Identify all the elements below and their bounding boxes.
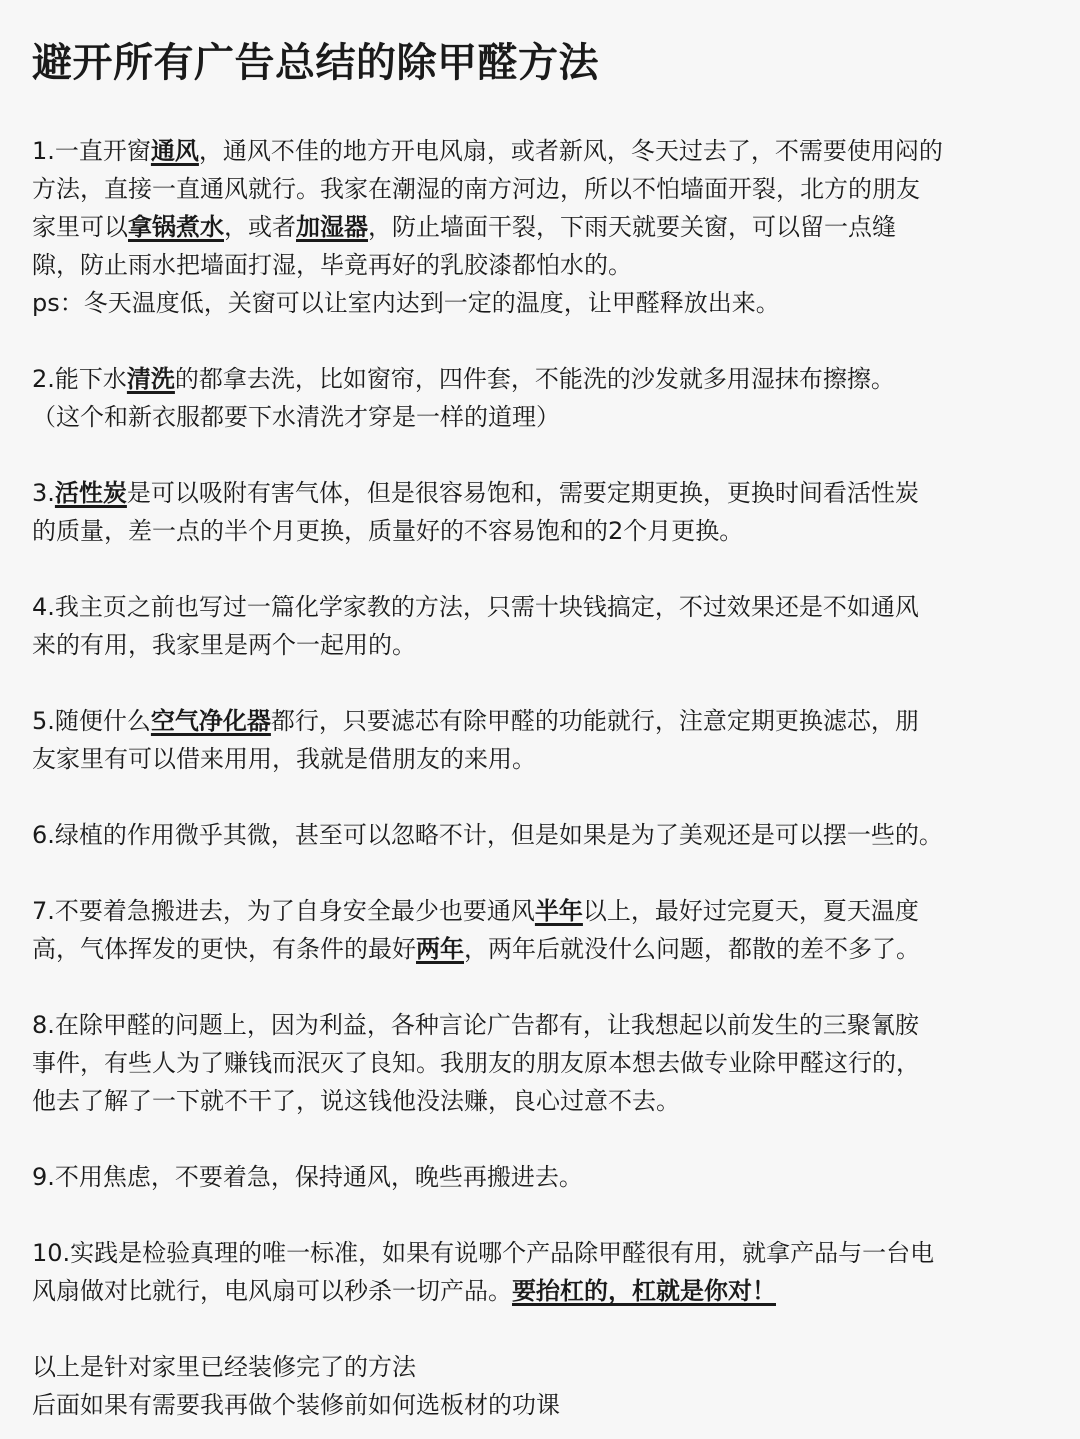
- text-line: [32, 284, 1062, 322]
- paragraph-3: [32, 474, 1062, 550]
- page-title: 避开所有广告总结的除甲醛方法: [32, 40, 599, 86]
- text-line: [32, 512, 1062, 550]
- text-segment: 事件，有些人为了赚钱而泯灭了良知。我朋友的朋友原本想去做专业除甲醛这行的，: [32, 1049, 920, 1077]
- text-segment: 4.我主页之前也写过一篇化学家教的方法，只需十块钱搞定，不过效果还是不如通风: [32, 593, 919, 621]
- text-line: [32, 246, 1062, 284]
- text-line: [32, 930, 1062, 968]
- text-segment: ，防止墙面干裂，下雨天就要关窗，可以留一点缝: [368, 213, 896, 241]
- text-segment: 8.在除甲醛的问题上，因为利益，各种言论广告都有，让我想起以前发生的三聚氰胺: [32, 1011, 919, 1039]
- text-segment: 的都拿去洗，比如窗帘，四件套，不能洗的沙发就多用湿抹布擦擦。: [174, 365, 895, 393]
- text-segment: 来的有用，我家里是两个一起用的。: [32, 631, 416, 659]
- text-segment: 方法，直接一直通风就行。我家在潮湿的南方河边，所以不怕墙面开裂，北方的朋友: [32, 175, 920, 203]
- highlighted-keyword: 两年: [416, 935, 464, 963]
- text-segment: ，两年后就没什么问题，都散的差不多了。: [464, 935, 920, 963]
- highlighted-keyword: 活性炭: [54, 479, 127, 507]
- article-body: [32, 132, 1060, 1424]
- text-segment: 家里可以: [32, 213, 128, 241]
- highlighted-keyword: 半年: [534, 897, 583, 925]
- text-segment: 1.一直开窗: [32, 137, 151, 165]
- highlighted-keyword: 拿锅煮水: [128, 213, 224, 241]
- text-segment: 他去了解了一下就不干了，说这钱他没法赚，良心过意不去。: [32, 1087, 680, 1115]
- text-line: [32, 360, 1062, 398]
- highlighted-keyword: 要抬杠的，杠就是你对！: [512, 1277, 776, 1305]
- text-segment: 后面如果有需要我再做个装修前如何选板材的功课: [32, 1391, 560, 1419]
- text-line: [32, 398, 1062, 436]
- paragraph-11: [32, 1348, 1062, 1424]
- text-segment: 6.绿植的作用微乎其微，甚至可以忽略不计，但是如果是为了美观还是可以摆一些的。: [32, 821, 943, 849]
- text-segment: 友家里有可以借来用用，我就是借朋友的来用。: [32, 745, 536, 773]
- text-line: [32, 1234, 1062, 1272]
- paragraph-9: [32, 1158, 1062, 1196]
- text-segment: 都行，只要滤芯有除甲醛的功能就行，注意定期更换滤芯，朋: [270, 707, 919, 735]
- text-segment: 以上，最好过完夏天，夏天温度: [582, 897, 919, 925]
- text-segment: 3.: [32, 479, 55, 507]
- paragraph-5: [32, 702, 1062, 778]
- text-segment: 5.随便什么: [32, 707, 151, 735]
- text-segment: 以上是针对家里已经装修完了的方法: [32, 1353, 416, 1381]
- text-segment: 2.能下水: [32, 365, 127, 393]
- text-line: [32, 1158, 1062, 1196]
- text-segment: 9.不用焦虑，不要着急，保持通风，晚些再搬进去。: [32, 1163, 583, 1191]
- text-segment: 隙，防止雨水把墙面打湿，毕竟再好的乳胶漆都怕水的。: [32, 251, 632, 279]
- text-segment: 高，气体挥发的更快，有条件的最好: [32, 935, 416, 963]
- text-line: [32, 816, 1062, 854]
- text-segment: 的质量，差一点的半个月更换，质量好的不容易饱和的2个月更换。: [32, 517, 744, 545]
- text-segment: ps：冬天温度低，关窗可以让室内达到一定的温度，让甲醛释放出来。: [32, 289, 780, 317]
- text-line: [32, 1348, 1062, 1386]
- highlighted-keyword: 清洗: [126, 365, 175, 393]
- text-segment: 7.不要着急搬进去，为了自身安全最少也要通风: [32, 897, 535, 925]
- text-line: [32, 208, 1062, 246]
- paragraph-8: [32, 1006, 1062, 1120]
- text-line: [32, 1386, 1062, 1424]
- text-segment: ，通风不佳的地方开电风扇，或者新风，冬天过去了，不需要使用闷的: [198, 137, 943, 165]
- text-line: [32, 1006, 1062, 1044]
- text-line: [32, 170, 1062, 208]
- highlighted-keyword: 通风: [150, 137, 199, 165]
- paragraph-10: [32, 1234, 1062, 1310]
- text-line: [32, 740, 1062, 778]
- text-line: [32, 132, 1062, 170]
- text-segment: 是可以吸附有害气体，但是很容易饱和，需要定期更换，更换时间看活性炭: [126, 479, 919, 507]
- highlighted-keyword: 加湿器: [296, 213, 368, 241]
- text-segment: 风扇做对比就行，电风扇可以秒杀一切产品。: [32, 1277, 512, 1305]
- text-segment: ，或者: [224, 213, 296, 241]
- text-line: [32, 588, 1062, 626]
- text-segment: 10.实践是检验真理的唯一标准，如果有说哪个产品除甲醛很有用，就拿产品与一台电: [32, 1239, 935, 1267]
- highlighted-keyword: 空气净化器: [150, 707, 271, 735]
- text-line: [32, 1272, 1062, 1310]
- text-line: [32, 892, 1062, 930]
- paragraph-2: [32, 360, 1062, 436]
- text-line: [32, 702, 1062, 740]
- text-line: [32, 626, 1062, 664]
- text-line: [32, 1082, 1062, 1120]
- text-line: [32, 1044, 1062, 1082]
- paragraph-7: [32, 892, 1062, 968]
- paragraph-1: [32, 132, 1062, 322]
- paragraph-6: [32, 816, 1062, 854]
- text-segment: （这个和新衣服都要下水清洗才穿是一样的道理）: [32, 403, 560, 431]
- paragraph-4: [32, 588, 1062, 664]
- text-line: [32, 474, 1062, 512]
